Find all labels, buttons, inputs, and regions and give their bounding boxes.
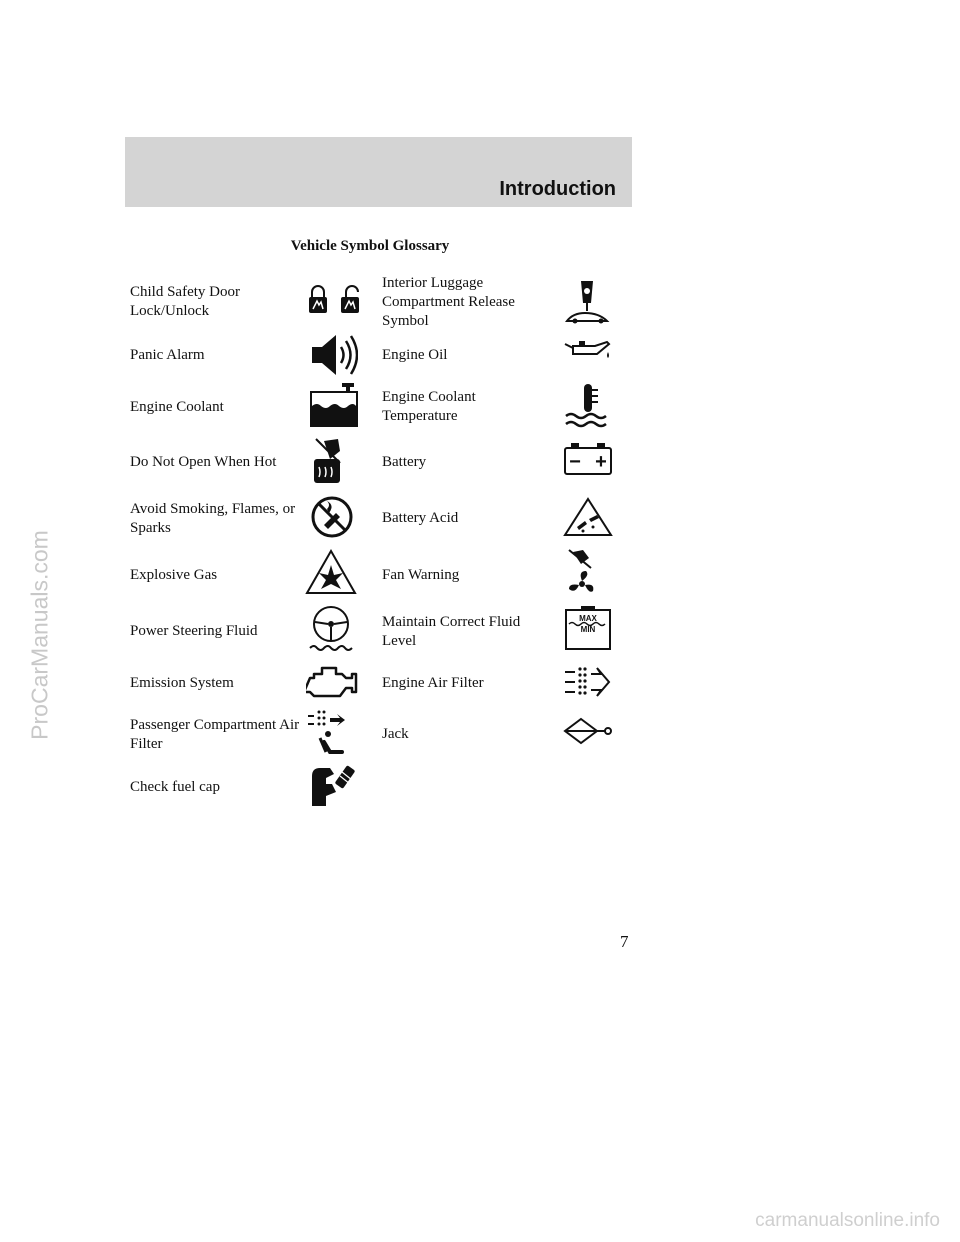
battery-plus-sign: +	[595, 451, 607, 473]
glossary-label: Maintain Correct Fluid Level	[382, 614, 521, 649]
glossary-label: Panic Alarm	[130, 347, 205, 363]
battery-minus-sign: −	[569, 451, 581, 473]
glossary-label: Emission System	[130, 675, 234, 691]
fluid-max-label: MAX	[579, 614, 597, 623]
glossary-label: Engine Coolant	[130, 399, 224, 415]
fluid-level-icon	[563, 605, 613, 651]
oil-can-icon	[563, 338, 613, 364]
coolant-reservoir-icon	[308, 382, 360, 428]
explosive-gas-icon	[305, 549, 357, 595]
glossary-label: Child Safety Door Lock/Unlock	[130, 284, 240, 319]
glossary-label: Engine Air Filter	[382, 675, 484, 691]
side-watermark-text: ProCarManuals.com	[26, 530, 53, 740]
glossary-label: Engine Oil	[382, 347, 448, 363]
glossary-label: Check fuel cap	[130, 779, 220, 795]
engine-icon	[306, 664, 358, 698]
speaker-icon	[310, 333, 358, 377]
section-title: Introduction	[499, 178, 616, 200]
glossary-label: Explosive Gas	[130, 567, 218, 583]
fan-warning-icon	[565, 548, 599, 598]
glossary-label: Interior Luggage Compartment Release Symbol	[382, 275, 515, 329]
bottom-watermark: carmanualsonline.info	[755, 1210, 940, 1231]
glossary-label: Do Not Open When Hot	[130, 454, 277, 470]
glossary-label: Fan Warning	[382, 567, 460, 583]
glossary-label: Battery Acid	[382, 510, 459, 526]
glossary-label: Avoid Smoking, Flames, or Sparks	[130, 501, 296, 536]
glossary-label: Jack	[382, 726, 409, 742]
side-watermark	[20, 505, 60, 765]
battery-icon	[563, 442, 613, 476]
cabin-air-filter-icon	[306, 708, 356, 758]
fuel-cap-icon	[308, 762, 360, 808]
glossary-label: Engine Coolant Temperature	[382, 389, 476, 424]
air-filter-icon	[563, 664, 613, 700]
fluid-min-label: MIN	[580, 625, 596, 634]
coolant-thermometer-icon	[563, 382, 613, 428]
glossary-label: Passenger Compartment Air Filter	[130, 717, 300, 752]
child-safety-lock-icon	[305, 283, 365, 315]
glossary-label: Power Steering Fluid	[130, 623, 258, 639]
battery-acid-icon	[563, 497, 613, 537]
hot-radiator-icon	[310, 437, 346, 485]
jack-icon	[563, 717, 613, 745]
glossary-title: Vehicle Symbol Glossary	[290, 238, 450, 254]
glossary-label: Battery	[382, 454, 427, 470]
section-header-band	[125, 137, 632, 207]
steering-wheel-icon	[308, 604, 354, 652]
page-number: 7	[620, 932, 629, 951]
trunk-release-icon	[563, 275, 613, 327]
no-smoking-icon	[310, 495, 354, 539]
